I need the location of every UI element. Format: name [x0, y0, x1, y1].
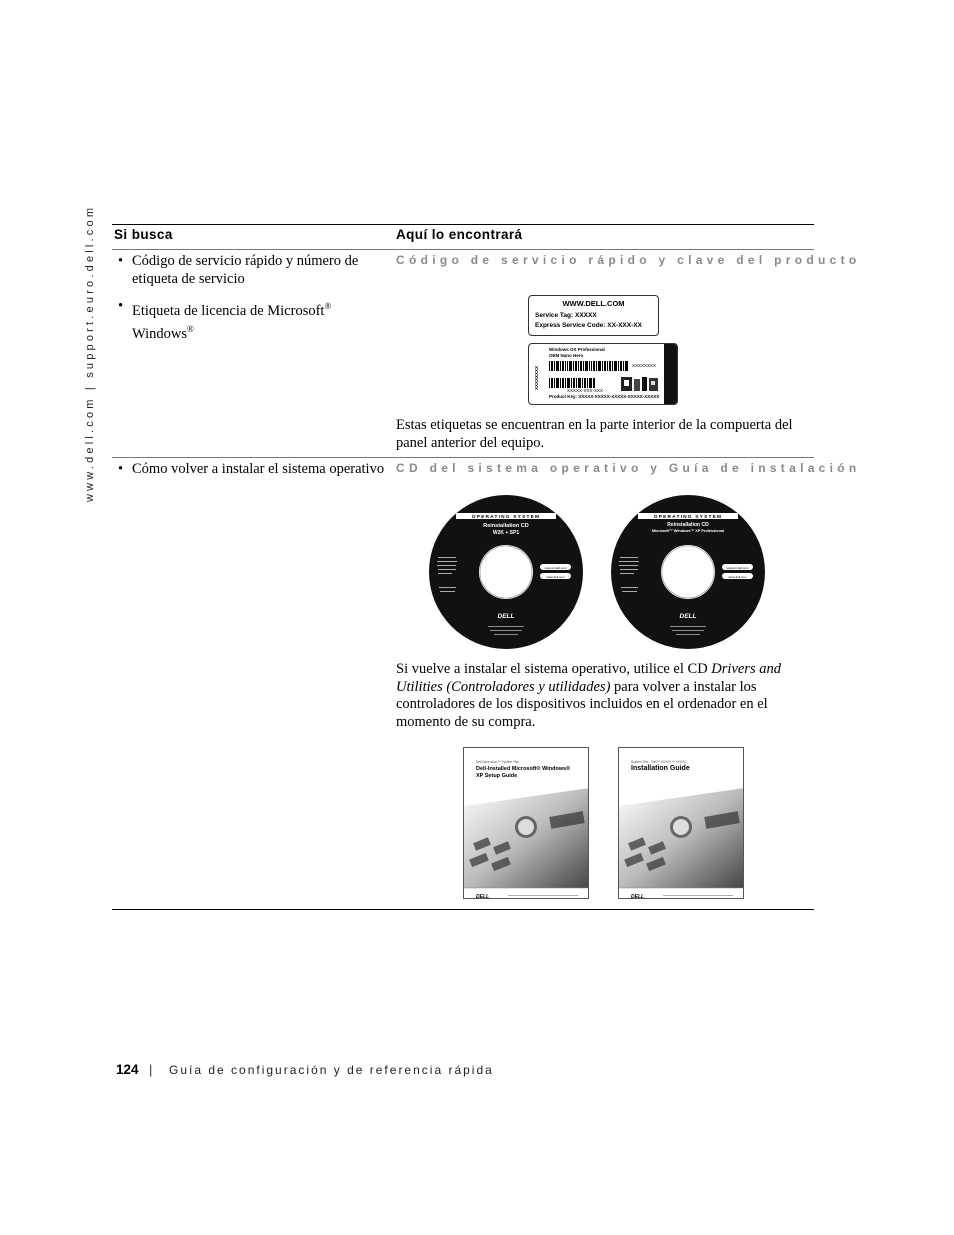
barcode-icon [549, 361, 629, 371]
subhead-os-cd: CD del sistema operativo y Guía de instalación [396, 461, 861, 475]
service-label-title: WWW.DELL.COM [562, 299, 625, 308]
dell-logo: DELL [476, 894, 490, 900]
cd-pill-www: www.dell.com [728, 575, 747, 579]
cd-disc-icon [428, 494, 584, 650]
cd-title1: Reinstallation CD [483, 523, 529, 529]
cd-pill-support: support.dell.com [726, 566, 749, 570]
coa-line1: Windows OS Professional [549, 347, 605, 352]
manual-title: Dell-Installed Microsoft® Windows® XP Setup Guide [476, 766, 571, 779]
table-top-rule [112, 224, 814, 225]
side-url: www.dell.com | support.euro.dell.com [84, 204, 96, 502]
coa-mid-code: XXXXX-XXX-XXX [567, 388, 604, 393]
reinstall-drivers-text: Si vuelve a instalar el sistema operativo, utilice el CD Drivers and Utilities (Controladores y utilidades) para volver a instalar los controladores de los dispositivos incluidos en el ordenador en el momento de su compra. [396, 661, 781, 730]
coa-code-top: XXXXXXXX [632, 363, 657, 368]
header-rule [112, 249, 814, 250]
coa-line2: OEM Nano Hero [549, 353, 584, 358]
row1-bullet-list [118, 252, 388, 352]
page-number: 124 [116, 1062, 139, 1077]
column-header-aqui: Aquí lo encontrará [396, 227, 523, 242]
table-bottom-rule [112, 909, 814, 910]
manual-small-text: Dell Dimension™ System Title [476, 760, 519, 764]
footer-title: Guía de configuración y de referencia rápida [169, 1063, 494, 1077]
barcode-icon [549, 378, 597, 388]
cd-title2: Microsoft™ Windows™ XP Professional [651, 529, 725, 533]
manual-small-text: System Title · Dell™ XXXXX™ XXXXX [631, 760, 687, 764]
list-item: • Cómo volver a instalar el sistema operativo [118, 460, 388, 478]
os-cd-xp [610, 494, 766, 650]
cd-title2: W2K + SP1 [492, 530, 520, 536]
labels-location-text: Estas etiquetas se encuentran en la parte interior de la compuerta del panel anterior del equipo. [396, 417, 793, 451]
setup-guide-manual [463, 747, 589, 899]
footer-separator: | [149, 1062, 153, 1077]
list-item: • Etiqueta de licencia de Microsoft® Windows® [118, 297, 388, 343]
list-item: • Código de servicio rápido y número de etiqueta de servicio [118, 252, 388, 288]
dell-logo: DELL [497, 613, 515, 620]
coa-product-key: Product Key: XXXXX-XXXXX-XXXXX-XXXXX-XXXXX [549, 394, 660, 399]
row-divider [112, 457, 814, 458]
coa-side-code: XXXXXXXX [534, 366, 539, 391]
cd-pill-www: www.dell.com [546, 575, 565, 579]
hologram-icon [621, 377, 659, 391]
cd-header: OPERATING SYSTEM [653, 515, 723, 520]
cd-pill-support: support.dell.com [544, 566, 567, 570]
product-key-label [528, 343, 678, 405]
os-cd-w2k [428, 494, 584, 650]
dell-logo: DELL [679, 613, 697, 620]
cd-disc-icon [610, 494, 766, 650]
cd-header: OPERATING SYSTEM [471, 515, 541, 520]
column-header-si-busca: Si busca [114, 227, 173, 242]
cd-title1: Reinstallation CD [667, 522, 709, 528]
subhead-service-code: Código de servicio rápido y clave del producto [396, 253, 861, 267]
service-tag-text: Service Tag: XXXXX [535, 312, 597, 319]
label-tab [664, 344, 677, 404]
installation-guide-manual [618, 747, 744, 899]
express-code-text: Express Service Code: XX-XXX-XX [535, 322, 642, 329]
dell-logo: DELL [631, 894, 645, 900]
service-tag-label [528, 295, 659, 336]
row2-bullet-list [118, 460, 388, 487]
manual-title: Installation Guide [631, 765, 690, 772]
